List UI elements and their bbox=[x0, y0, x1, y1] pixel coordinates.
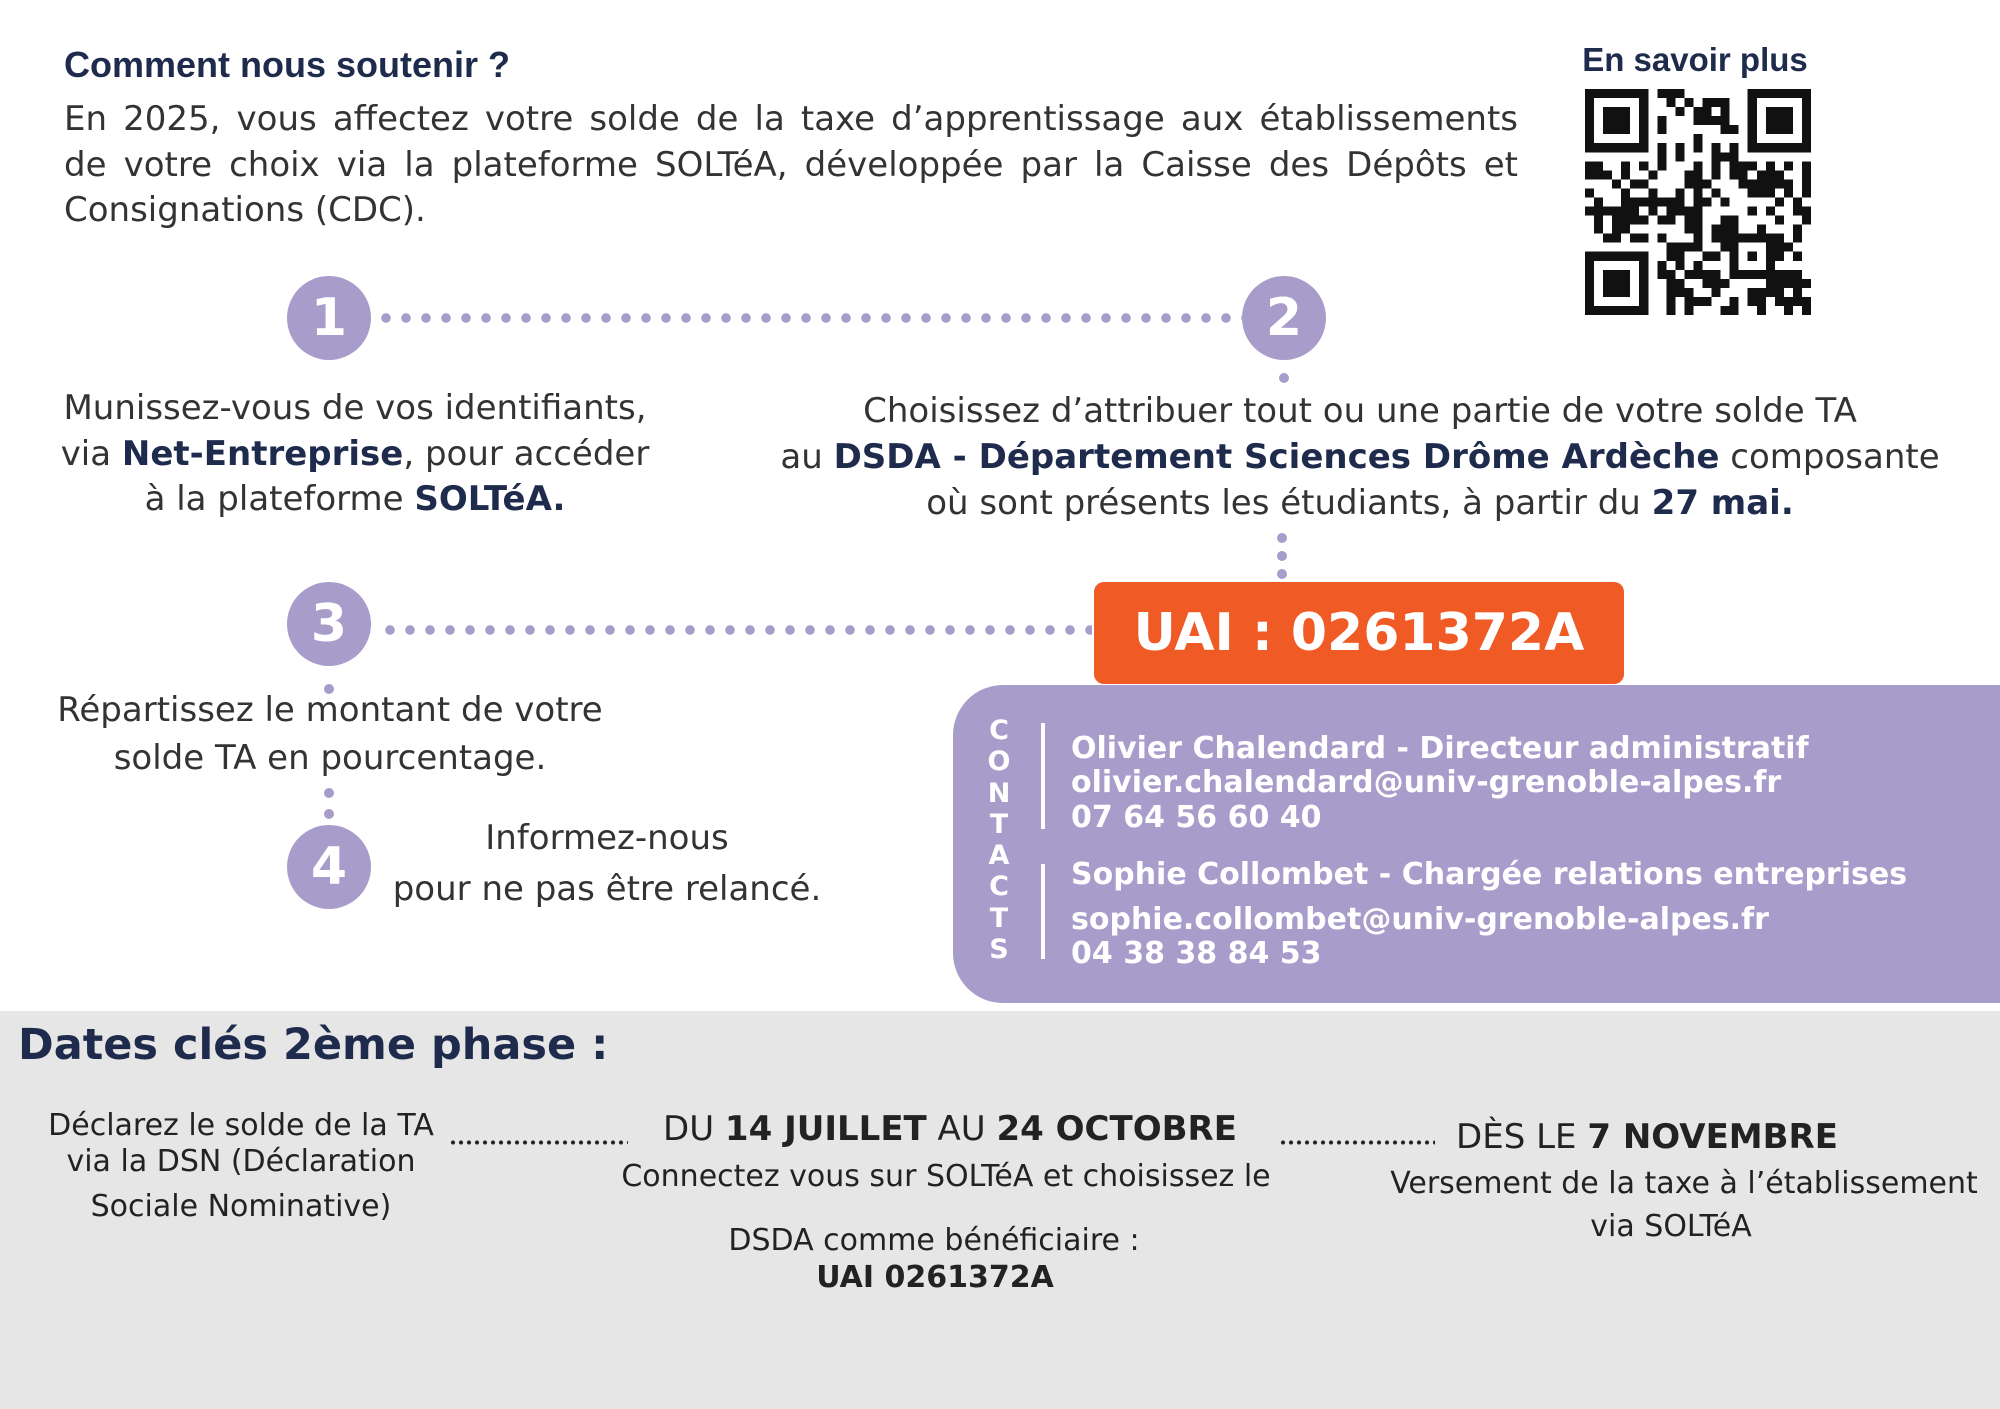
step-1-line-3-pre: à la plateforme bbox=[144, 479, 415, 519]
contact-1-divider bbox=[1041, 723, 1045, 829]
payment-date-prefix: DÈS LE bbox=[1456, 1117, 1588, 1157]
step-1-soltea: SOLTéA. bbox=[414, 479, 566, 519]
connector-dot bbox=[324, 788, 334, 798]
step-4-number: 4 bbox=[287, 825, 371, 909]
payment-line-1: Versement de la taxe à l’établissement bbox=[1390, 1166, 1978, 1201]
step-1-line-2-pre: via bbox=[60, 434, 122, 474]
step-2-line-3 bbox=[760, 481, 1960, 526]
qr-label: En savoir plus bbox=[1582, 41, 1808, 78]
choose-start-date: 14 JUILLET bbox=[724, 1109, 927, 1149]
contact-2-divider bbox=[1041, 864, 1045, 959]
contact-1-phone: 07 64 56 60 40 bbox=[1071, 800, 1322, 835]
connector-1-2 bbox=[376, 313, 1242, 323]
step-4-line-1: Informez-nous bbox=[485, 818, 729, 858]
key-dates-title: Dates clés 2ème phase : bbox=[18, 1020, 609, 1070]
choose-uai: UAI 0261372A bbox=[816, 1260, 1054, 1295]
declare-line-3: Sociale Nominative) bbox=[90, 1189, 392, 1224]
step-1-line-3 bbox=[5, 477, 705, 522]
page-title: Comment nous soutenir ? bbox=[64, 44, 511, 85]
qr-code bbox=[1585, 89, 1811, 315]
step-1-line-2 bbox=[5, 432, 705, 477]
step-2-line-2-pre: au bbox=[780, 437, 834, 477]
step-1-number: 1 bbox=[287, 276, 371, 360]
intro-line-3: Consignations (CDC). bbox=[64, 190, 426, 230]
contact-1-email: olivier.chalendard@univ-grenoble-alpes.fr bbox=[1071, 765, 1782, 800]
intro-line-2: de votre choix via la plateforme SOLTéA, développée par la Caisse des Dépôts et bbox=[64, 145, 1518, 185]
step-1-line-1: Munissez-vous de vos identifiants, bbox=[63, 388, 647, 428]
declare-line-2: via la DSN (Déclaration bbox=[66, 1144, 416, 1179]
step-2-dsda: DSDA - Département Sciences Drôme Ardèche bbox=[833, 437, 1720, 477]
step-2-number: 2 bbox=[1242, 276, 1326, 360]
intro-line-1: En 2025, vous affectez votre solde de la taxe d’apprentissage aux établissements bbox=[64, 99, 1518, 139]
step-1-net-entreprise: Net-Entreprise bbox=[121, 434, 404, 474]
contact-2-phone: 04 38 38 84 53 bbox=[1071, 936, 1322, 971]
step-2-line-1: Choisissez d’attribuer tout ou une partie de votre solde TA bbox=[863, 391, 1857, 431]
contact-2-email: sophie.collombet@univ-grenoble-alpes.fr bbox=[1071, 902, 1769, 937]
connector-dot bbox=[1277, 569, 1287, 579]
declare-line-1: Déclarez le solde de la TA bbox=[48, 1108, 434, 1143]
step-4-line-2: pour ne pas être relancé. bbox=[392, 869, 822, 909]
choose-period-middle: AU bbox=[926, 1109, 997, 1149]
contacts-vertical-label: CONTACTS bbox=[987, 715, 1011, 966]
connector-dot bbox=[1279, 373, 1289, 383]
choose-line-1: Connectez vous sur SOLTéA et choisissez le bbox=[621, 1159, 1271, 1194]
step-3-line-2: solde TA en pourcentage. bbox=[113, 738, 547, 778]
payment-date bbox=[1397, 1115, 1897, 1159]
step-2-line-2-post: composante bbox=[1719, 437, 1940, 477]
step-2-line-3-pre: où sont présents les étudiants, à partir du bbox=[926, 483, 1652, 523]
payment-date-value: 7 NOVEMBRE bbox=[1587, 1117, 1838, 1157]
contact-1-name: Olivier Chalendard - Directeur administratif bbox=[1071, 731, 1809, 766]
step-3-number: 3 bbox=[287, 582, 371, 666]
connector-dot bbox=[1277, 533, 1287, 543]
uai-badge: UAI : 0261372A bbox=[1094, 582, 1624, 684]
payment-line-2: via SOLTéA bbox=[1590, 1209, 1752, 1244]
step-2-line-2 bbox=[760, 435, 1960, 480]
choose-period bbox=[600, 1107, 1300, 1151]
contact-2-name: Sophie Collombet - Chargée relations entreprises bbox=[1071, 857, 1908, 892]
step-1-line-2-post: , pour accéder bbox=[403, 434, 650, 474]
choose-end-date: 24 OCTOBRE bbox=[996, 1109, 1237, 1149]
connector-3-uai bbox=[380, 625, 1092, 635]
step-2-date: 27 mai. bbox=[1651, 483, 1794, 523]
choose-period-prefix: DU bbox=[663, 1109, 725, 1149]
choose-line-2: DSDA comme bénéficiaire : bbox=[728, 1223, 1140, 1258]
step-3-line-1: Répartissez le montant de votre bbox=[57, 690, 603, 730]
connector-dot bbox=[1277, 551, 1287, 561]
